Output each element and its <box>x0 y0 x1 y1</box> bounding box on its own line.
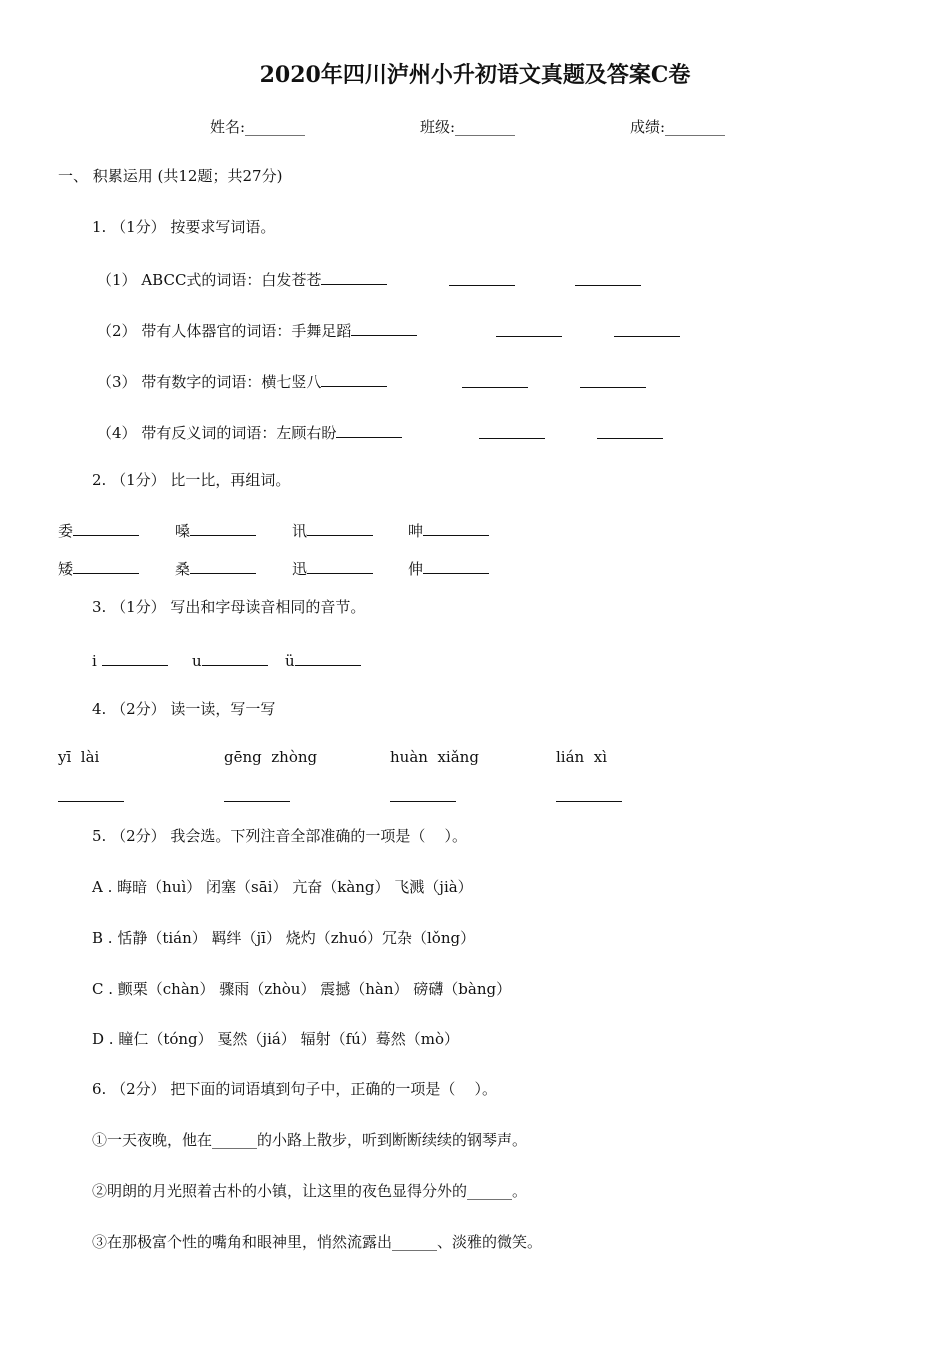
answer-blank[interactable] <box>190 521 256 536</box>
pinyin-label: huàn xiǎng <box>390 748 479 766</box>
sentence-3: ③在那极富个性的嘴角和眼神里，悄然流露出______、淡雅的微笑。 <box>92 1233 543 1251</box>
char-label: 伸 <box>408 560 424 578</box>
char-label: 嗓 <box>175 522 191 540</box>
answer-blank[interactable] <box>307 521 373 536</box>
answer-blank[interactable] <box>580 373 646 388</box>
question-1-heading: 1. （1分） 按要求写词语。 <box>92 218 276 236</box>
char-label: 呻 <box>408 522 424 540</box>
q2-char <box>58 559 139 577</box>
item-number: （1） <box>97 271 137 289</box>
answer-blank[interactable] <box>58 787 124 802</box>
answer-blank[interactable] <box>307 559 373 574</box>
question-2-heading: 2. （1分） 比一比，再组词。 <box>92 471 291 489</box>
q1-item-4 <box>97 423 402 441</box>
answer-blank[interactable] <box>295 651 361 666</box>
char-label: 委 <box>58 522 74 540</box>
option-c[interactable]: C . 颤栗（chàn） 骤雨（zhòu） 震撼（hàn） 磅礴（bàng） <box>92 980 512 998</box>
letter-label: u <box>192 652 202 670</box>
q3-letter <box>192 651 268 669</box>
char-label: 矮 <box>58 560 74 578</box>
q3-letter <box>92 651 168 669</box>
q2-char <box>292 521 373 539</box>
q3-letter <box>285 651 361 669</box>
option-a[interactable]: A . 晦暗（huì） 闭塞（sāi） 亢奋（kàng） 飞溅（jià） <box>92 878 473 896</box>
answer-blank[interactable] <box>556 787 622 802</box>
answer-blank[interactable] <box>496 322 562 337</box>
question-6-heading: 6. （2分） 把下面的词语填到句子中，正确的一项是（ ）。 <box>92 1080 497 1098</box>
char-label: 迅 <box>292 560 308 578</box>
question-5-heading: 5. （2分） 我会选。下列注音全部准确的一项是（ ）。 <box>92 827 467 845</box>
answer-blank[interactable] <box>423 559 489 574</box>
answer-blank[interactable] <box>423 521 489 536</box>
q2-char <box>408 559 489 577</box>
q2-char <box>175 521 256 539</box>
answer-blank[interactable] <box>224 787 290 802</box>
item-text: 带有人体器官的词语：手舞足蹈 <box>141 322 352 340</box>
item-number: （4） <box>97 424 137 442</box>
answer-blank[interactable] <box>190 559 256 574</box>
answer-blank[interactable] <box>462 373 528 388</box>
item-text: ABCC式的词语：白发苍苍 <box>141 271 322 289</box>
sentence-2: ②明朗的月光照着古朴的小镇，让这里的夜色显得分外的______。 <box>92 1182 528 1200</box>
answer-blank[interactable] <box>73 521 139 536</box>
page-title: 2020年四川泸州小升初语文真题及答案C卷 <box>259 62 691 88</box>
answer-blank[interactable] <box>449 271 515 286</box>
option-d[interactable]: D . 瞳仁（tóng） 戛然（jiá） 辐射（fú）蓦然（mò） <box>92 1030 460 1048</box>
answer-blank[interactable] <box>321 372 387 387</box>
sentence-1: ①一天夜晚，他在______的小路上散步，听到断断续续的钢琴声。 <box>92 1131 528 1149</box>
q1-item-3 <box>97 372 387 390</box>
score-field[interactable]: 成绩:________ <box>630 118 726 136</box>
answer-blank[interactable] <box>336 423 402 438</box>
answer-blank[interactable] <box>102 651 168 666</box>
pinyin-label: gēng zhòng <box>224 748 318 766</box>
item-text: 带有数字的词语：横七竖八 <box>141 373 322 391</box>
answer-blank[interactable] <box>73 559 139 574</box>
question-3-heading: 3. （1分） 写出和字母读音相同的音节。 <box>92 598 366 616</box>
answer-blank[interactable] <box>597 424 663 439</box>
pinyin-label: yī lài <box>58 748 100 766</box>
answer-blank[interactable] <box>202 651 268 666</box>
answer-blank[interactable] <box>351 321 417 336</box>
answer-blank[interactable] <box>614 322 680 337</box>
pinyin-label: lián xì <box>556 748 607 766</box>
name-field[interactable]: 姓名:________ <box>210 118 306 136</box>
answer-blank[interactable] <box>479 424 545 439</box>
q2-char <box>408 521 489 539</box>
q2-char <box>175 559 256 577</box>
answer-blank[interactable] <box>390 787 456 802</box>
item-number: （3） <box>97 373 137 391</box>
item-number: （2） <box>97 322 137 340</box>
letter-label: i <box>92 652 97 670</box>
question-4-heading: 4. （2分） 读一读，写一写 <box>92 700 276 718</box>
char-label: 讯 <box>292 522 308 540</box>
q1-item-2 <box>97 321 417 339</box>
answer-blank[interactable] <box>575 271 641 286</box>
class-field[interactable]: 班级:________ <box>420 118 516 136</box>
answer-blank[interactable] <box>321 270 387 285</box>
item-text: 带有反义词的词语：左顾右盼 <box>141 424 337 442</box>
q2-char <box>292 559 373 577</box>
section-heading: 一、 积累运用 (共12题；共27分) <box>58 167 283 185</box>
letter-label: ü <box>285 652 295 670</box>
char-label: 桑 <box>175 560 191 578</box>
option-b[interactable]: B . 恬静（tián） 羁绊（jī） 烧灼（zhuó）冗杂（lǒng） <box>92 929 476 947</box>
q2-char <box>58 521 139 539</box>
q1-item-1 <box>97 270 387 288</box>
